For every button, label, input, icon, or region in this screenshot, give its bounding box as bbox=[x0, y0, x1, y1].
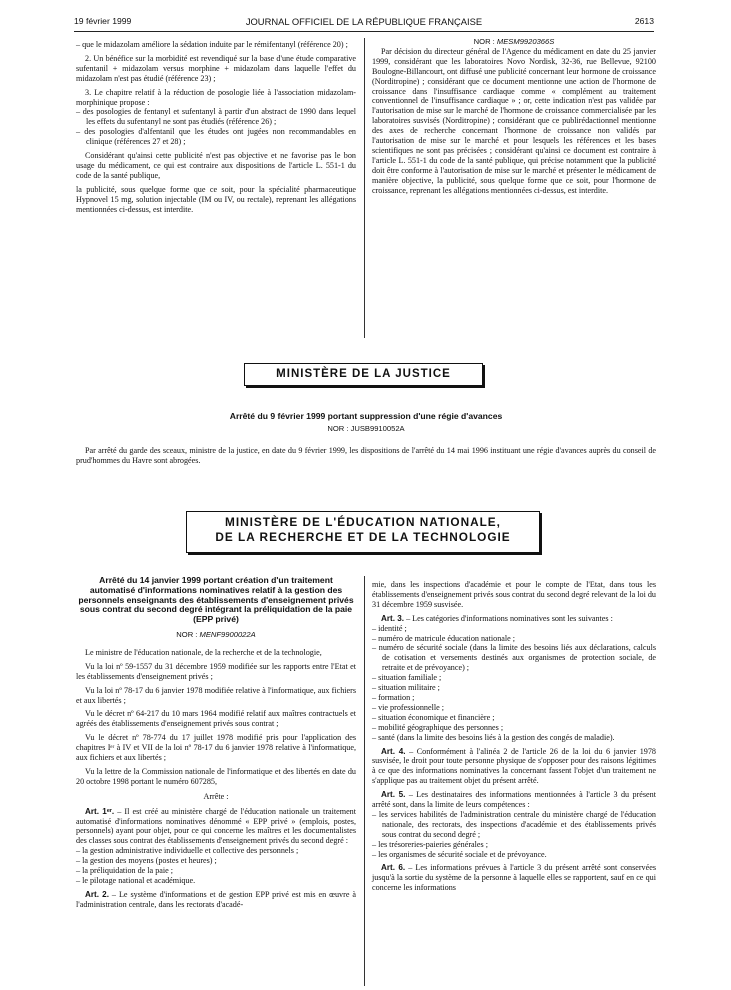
header-rule bbox=[74, 31, 654, 32]
decision-paragraph: Par décision du directeur général de l'Agence du médicament en date du 25 janvier 1999, considérant que les laboratoires Novo Nordisk, 32-36, rue Bellevue, 92100 Boulogne-Billancourt, ont diffusé une publicité concernant leur hormone de croissance (Norditropine) ; considérant que ce document mentionne une action de l'hormone de croissance dans l'insuffisance cardiaque comme « complément au traitement conventionnel de l'insuffisance cardiaque » ; or, cette indication n'est pas validée par l'autorisation de mise sur le marché de l'hormone de croissance commercialisée par les laboratoires susvisés (Norditropine) ; considérant que ce publirédactionnel mentionne des axes de recherche concernant l'hormone de croissance non validés par l'autorisation de mise sur le marché et pour lesquels les références et les bases scientifiques ne sont pas précisées ; considérant qu'ainsi ce document est contraire à l'article L. 551-1 du code de la santé publique, qui précise notamment que la publicité doit être conforme à l'autorisation de mise sur le marché et présenter le médicament de manière objective, la publicité, sous quelque forme que ce soit, pour l'hormone de croissance, reprenant les allégations mentionnées ci-dessus, est interdite. bbox=[372, 46, 656, 195]
list-item: – identité ; bbox=[372, 623, 407, 633]
list-item: – les trésoreries-paieries générales ; bbox=[372, 839, 488, 849]
paragraph: la publicité, sous quelque forme que ce soit, pour la spécialité pharmaceutique Hypnovel 15 mg, solution injectable (IM ou IV, ou rectale), reprenant les allégations mentionnées ci-dessus, est interdite. bbox=[76, 184, 356, 214]
education-right-column bbox=[372, 576, 656, 893]
list-item: – numéro de matricule éducation nationale ; bbox=[372, 633, 516, 643]
header-page-number: 2613 bbox=[634, 16, 654, 26]
list-item: – numéro de sécurité sociale (dans la limite des besoins liés aux déclarations, calculs de cotisation et versements destinés aux organismes de protection sociale, de retraite et de prévoyance) ; bbox=[372, 643, 656, 673]
ministry-justice-box bbox=[244, 363, 483, 386]
column-divider-bottom bbox=[364, 576, 365, 986]
page-header bbox=[74, 16, 654, 30]
article-text: – Les destinataires des informations mentionnées à l'article 3 du présent arrêté sont, dans la limite de leurs compétences : bbox=[372, 790, 656, 810]
article-text: – Le système d'informations et de gestion EPP privé est mis en œuvre à l'administration centrale, dans les rectorats d'acadé- bbox=[76, 889, 356, 909]
nor-label: NOR : bbox=[473, 37, 495, 46]
ministry-education-line2: DE LA RECHERCHE ET DE LA TECHNOLOGIE bbox=[215, 530, 511, 544]
article-text: – Les catégories d'informations nominatives sont les suivantes : bbox=[404, 613, 613, 623]
paragraph: Vu le décret nº 78-774 du 17 juillet 1978 modifié pris pour l'application des chapitres Iᵉʳ à IV et VII de la loi nº 78-17 du 6 janvier 1978 relative à l'informatique, aux fichiers et aux libertés ; bbox=[76, 733, 356, 763]
article-label: Art. 3. bbox=[381, 613, 405, 623]
education-nor-label: NOR : bbox=[176, 629, 198, 639]
top-right-column bbox=[372, 37, 656, 196]
arrete-heading: Arrête : bbox=[203, 791, 229, 801]
header-journal-title: JOURNAL OFFICIEL DE LA RÉPUBLIQUE FRANÇAISE bbox=[245, 16, 483, 27]
article-label: Art. 2. bbox=[85, 889, 109, 899]
list-item: – situation économique et financière ; bbox=[372, 712, 495, 722]
list-item: – la gestion des moyens (postes et heures) ; bbox=[76, 856, 217, 866]
education-arrete-title: Arrêté du 14 janvier 1999 portant création d'un traitement automatisé d'informations nominatives relatif à la gestion des personnels enseignants des établissements d'enseignement privés sous contrat du second degré intégrant la préliquidation de la paie (EPP privé) bbox=[78, 575, 354, 625]
list-item: – des posologies de fentanyl et sufentanyl à partir d'un abstract de 1990 dans lequel les effets du sufentanyl ne sont pas étudiés (référence 26) ; bbox=[76, 107, 356, 127]
justice-arrete-title: Arrêté du 9 février 1999 portant suppression d'une régie d'avances bbox=[229, 411, 503, 421]
top-left-column bbox=[76, 40, 356, 215]
paragraph: 3. Le chapitre relatif à la réduction de posologie liée à l'association midazolam-morphinique propose : bbox=[76, 87, 356, 107]
nor-code: MESM9920366S bbox=[496, 37, 555, 46]
paragraph: mie, dans les inspections d'académie et pour le compte de l'Etat, dans tous les établissements d'enseignement privés sous contrat du second degré relevant de la loi du 31 décembre 1959 susvisée. bbox=[372, 580, 656, 609]
list-item: – la préliquidation de la paie ; bbox=[76, 866, 174, 876]
paragraph: Vu la loi nº 59-1557 du 31 décembre 1959 modifiée sur les rapports entre l'Etat et les établissements d'enseignement privés ; bbox=[76, 661, 356, 681]
article-text: – Conformément à l'alinéa 2 de l'article 26 de la loi du 6 janvier 1978 susvisée, le droit pour toute personne physique de s'opposer pour des raisons légitimes à ce que des informations nominatives la concernant fassent l'objet d'un traitement ne s'applique pas au traitement objet du présent arrêté. bbox=[372, 746, 656, 786]
ministry-education-box bbox=[186, 511, 540, 553]
list-item: – que le midazolam améliore la sédation induite par le rémifentanyl (référence 20) ; bbox=[76, 40, 348, 49]
article-paragraph bbox=[372, 790, 656, 810]
list-item: – les services habilités de l'administration centrale du ministère chargé de l'éducation nationale, des rectorats, des inspections d'académie et des établissements privés sous contrat du second degré ; bbox=[372, 809, 656, 839]
paragraph: Le ministre de l'éducation nationale, de la recherche et de la technologie, bbox=[85, 647, 322, 657]
paragraph: Considérant qu'ainsi cette publicité n'est pas objective et ne favorise pas le bon usage du médicament, ce qui est contraire aux dispositions de l'article L. 551-1 du code de la santé publique, bbox=[76, 151, 356, 180]
education-left-body bbox=[76, 648, 356, 910]
paragraph: Vu la loi nº 78-17 du 6 janvier 1978 modifiée relative à l'informatique, aux fichiers et aux libertés ; bbox=[76, 685, 356, 705]
column-divider-top bbox=[364, 38, 365, 338]
article-paragraph bbox=[76, 890, 356, 910]
nor-reference bbox=[372, 37, 656, 47]
paragraph: 2. Un bénéfice sur la morbidité est revendiqué sur la base d'une étude comparative sufentanil + midazolam versus morphine + midazolam dans laquelle l'effet du midazolam n'est pas étudié (référence 23) ; bbox=[76, 53, 356, 83]
article-label: Art. 6. bbox=[381, 863, 406, 873]
article-label: Art. 1ᵉʳ. bbox=[85, 806, 115, 816]
ministry-education-line1: MINISTÈRE DE L'ÉDUCATION NATIONALE, bbox=[225, 515, 501, 529]
article-paragraph bbox=[76, 807, 356, 847]
article-label: Art. 5. bbox=[381, 790, 406, 800]
article-text: – Il est créé au ministère chargé de l'éducation nationale un traitement automatisé d'informations nominatives dénommé « EPP privé » (emplois, postes, personnels) ayant pour objet, pour ce qui concerne les maîtres et les documentalistes des classes sous contrat des établissements d'enseignement privés du second degré : bbox=[76, 806, 356, 846]
education-nor bbox=[76, 630, 356, 640]
paragraph: Vu la lettre de la Commission nationale de l'informatique et des libertés en date du 20 octobre 1998 portant le numéro 607285, bbox=[76, 766, 356, 786]
article-paragraph bbox=[372, 747, 656, 787]
article-text: – Les informations prévues à l'article 3 du présent arrêté sont conservées jusqu'à la sortie du système de la personne à laquelle elles se rapportent, sauf en ce qui concerne les informations bbox=[372, 863, 656, 893]
list-item: – des posologies d'alfentanil que les études ont jugées non recommandables en clinique (références 27 et 28) ; bbox=[76, 127, 356, 147]
list-item: – santé (dans la limite des besoins liés à la gestion des congés de maladie). bbox=[372, 732, 615, 742]
list-item: – formation ; bbox=[372, 692, 415, 702]
education-nor-code: MENF9900022A bbox=[199, 629, 256, 639]
header-date: 19 février 1999 bbox=[74, 16, 132, 26]
list-item: – vie professionnelle ; bbox=[372, 702, 444, 712]
ministry-justice-title: MINISTÈRE DE LA JUSTICE bbox=[276, 368, 451, 380]
list-item: – situation militaire ; bbox=[372, 683, 440, 693]
article-paragraph bbox=[372, 863, 656, 893]
education-left-column bbox=[76, 576, 356, 910]
list-item: – le pilotage national et académique. bbox=[76, 876, 196, 886]
list-item: – la gestion administrative individuelle et collective des personnels ; bbox=[76, 846, 299, 856]
list-item: – situation familiale ; bbox=[372, 673, 442, 683]
paragraph: Vu le décret nº 64-217 du 10 mars 1964 modifié relatif aux maîtres contractuels et agréés des établissements d'enseignement privés sous contrat ; bbox=[76, 709, 356, 729]
justice-nor: NOR : JUSB9910052A bbox=[327, 424, 405, 433]
article-paragraph bbox=[372, 614, 656, 624]
justice-body: Par arrêté du garde des sceaux, ministre de la justice, en date du 9 février 1999, les dispositions de l'arrêté du 14 mai 1996 instituant une régie d'avances auprès du conseil de prud'hommes du Havre sont abrogées. bbox=[76, 446, 656, 465]
list-item: – les organismes de sécurité sociale et de prévoyance. bbox=[372, 849, 547, 859]
list-item: – mobilité géographique des personnes ; bbox=[372, 722, 504, 732]
article-label: Art. 4. bbox=[381, 746, 406, 756]
